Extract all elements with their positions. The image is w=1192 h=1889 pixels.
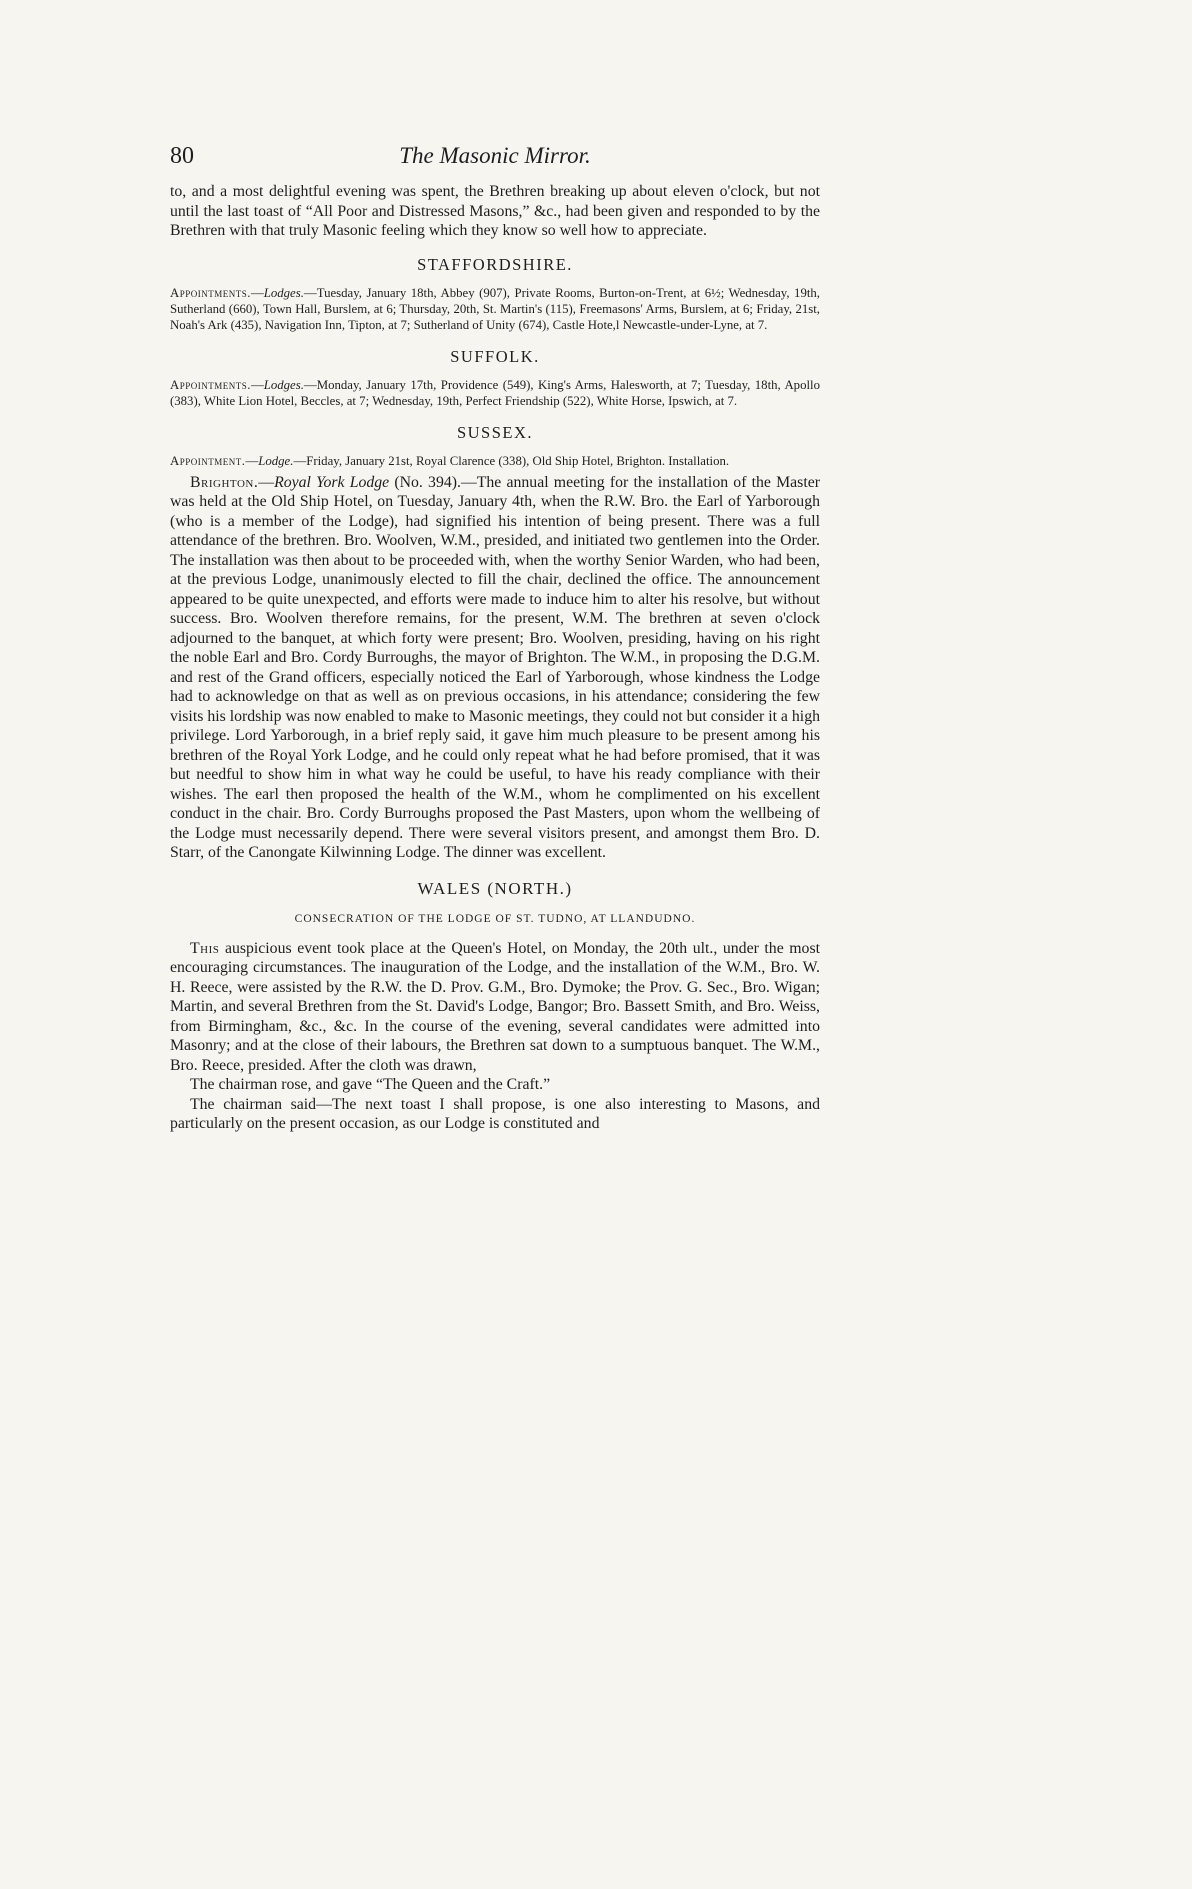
wales-paragraph-2: The chairman rose, and gave “The Queen and the Craft.”: [190, 1076, 551, 1093]
suffolk-heading: SUFFOLK.: [450, 346, 540, 366]
brighton-report: Brighton.—Royal York Lodge (No. 394).—The annual meeting for the installation of the Master was held at the Old Ship Hotel, on Tuesday, January 4th, when the R.W. Bro. the Earl of Yarborough (who is a member of the Lodge), had signified his intention of being present. There was a full attendance of the brethren. Bro. Woolven, W.M., presided, and initiated two gentlemen into the Order. The installation was then about to be proceeded with, when the worthy Senior Warden, who had been, at the previous Lodge, unanimously elected to fill the chair, declined the office. The announcement appeared to be quite unexpected, and efforts were made to induce him to alter his resolve, but without success. Bro. Woolven therefore remains, for the present, W.M. The brethren at seven o'clock adjourned to the banquet, at which forty were present; Bro. Woolven, presiding, having on his right the noble Earl and Bro. Cordy Burroughs, the mayor of Brighton. The W.M., in proposing the D.G.M. and rest of the Grand officers, especially noticed the Earl of Yarborough, whose kindness the Lodge had to acknowledge on that as well as on previous occasions, in his attendance; considering the few visits his lordship was now enabled to make to Masonic meetings, they could not but consider it a high privilege. Lord Yarborough, in a brief reply said, it gave him much pleasure to be present among his brethren of the Royal York Lodge, and he could only repeat what he had before promised, that it was but needful to show him in what way he could be useful, to have his ready compliance with their wishes. The earl then proposed the health of the W.M., whom he complimented on his excellent conduct in the chair. Bro. Cordy Burroughs proposed the Past Masters, upon whom the wellbeing of the Lodge must necessarily depend. There were several visitors present, and amongst them Bro. D. Starr, of the Canongate Kilwinning Lodge. The dinner was excellent.: [170, 473, 820, 861]
appointment-text: —Friday, January 21st, Royal Clarence (338), Old Ship Hotel, Brighton. Installation.: [293, 453, 730, 468]
appointments-text: —Tuesday, January 18th, Abbey (907), Private Rooms, Burton-on-Trent, at 6½; Wednesday, 19th, Sutherland (660), Town Hall, Burslem, at 6; Thursday, 20th, St. Martin's (115), Freemasons' Arms, Burslem, at 6; Friday, 21st, Noah's Ark (435), Navigation Inn, Tipton, at 7; Sutherland of Unity (674), Castle Hote,l Newcastle-under-Lyne, at 7.: [170, 285, 820, 332]
appointments-text: —Monday, January 17th, Providence (549), King's Arms, Halesworth, at 7; Tuesday, 18th, Apollo (383), White Lion Hotel, Beccles, at 7; Wednesday, 19th, Perfect Friendship (522), White Horse, Ipswich, at 7.: [170, 377, 820, 408]
wales-heading: WALES (NORTH.): [417, 878, 573, 898]
sussex-heading: SUSSEX.: [456, 422, 534, 442]
intro-paragraph: to, and a most delightful evening was spent, the Brethren breaking up about eleven o'clock, but not until the last toast of “All Poor and Distressed Masons,” &c., had been given and responded to by the Brethren with that truly Masonic feeling which they know so well how to appreciate.: [170, 183, 820, 239]
wales-text: auspicious event took place at the Queen's Hotel, on Monday, the 20th ult., under the most encouraging circumstances. The inauguration of the Lodge, and the installation of the W.M., Bro. W. H. Reece, were assisted by the R.W. the D. Prov. G.M., Bro. Dymoke; the Prov. G. Sec., Bro. Wigan; Martin, and several Brethren from the St. David's Lodge, Bangor; Bro. Bassett Smith, and Bro. Weiss, from Birmingham, &c., &c. In the course of the evening, several candidates were admitted into Masonry; and at the close of their labours, the Brethren sat down to a sumptuous banquet. The W.M., Bro. Reece, presided. After the cloth was drawn,: [170, 939, 820, 1074]
wales-subheading: CONSECRATION OF THE LODGE OF ST. TUDNO, AT LLANDUDNO.: [294, 912, 696, 925]
report-lodge: Royal York Lodge: [274, 473, 390, 491]
appointment-label: Appointment.: [170, 453, 246, 468]
running-title: The Masonic Mirror.: [399, 143, 591, 168]
suffolk-appointments: Appointments.—Lodges.—Monday, January 17th, Providence (549), King's Arms, Halesworth, at 7; Tuesday, 18th, Apollo (383), White Lion Hotel, Beccles, at 7; Wednesday, 19th, Perfect Friendship (522), White Horse, Ipswich, at 7.: [170, 377, 820, 408]
page-number: 80: [170, 143, 194, 169]
appointments-label: Appointments.: [170, 377, 251, 392]
staffordshire-heading: STAFFORDSHIRE.: [417, 254, 573, 274]
staffordshire-appointments: Appointments.—Lodges.—Tuesday, January 18th, Abbey (907), Private Rooms, Burton-on-Trent, at 6½; Wednesday, 19th, Sutherland (660), Town Hall, Burslem, at 6; Thursday, 20th, St. Martin's (115), Freemasons' Arms, Burslem, at 6; Friday, 21st, Noah's Ark (435), Navigation Inn, Tipton, at 7; Sutherland of Unity (674), Castle Hote,l Newcastle-under-Lyne, at 7.: [170, 285, 820, 332]
article-body: [170, 182, 820, 1134]
report-place: Brighton.: [190, 473, 259, 491]
lodges-label: Lodges.: [263, 285, 304, 300]
appointments-label: Appointments.: [170, 285, 251, 300]
drop-word: This: [190, 939, 220, 957]
lodges-label: Lodges.: [263, 377, 304, 392]
page: [170, 140, 820, 1840]
report-text: (No. 394).—The annual meeting for the installation of the Master was held at the Old Ship Hotel, on Tuesday, January 4th, when the R.W. Bro. the Earl of Yarborough (who is a member of the Lodge), had signified his intention of being present. There was a full attendance of the brethren. Bro. Woolven, W.M., presided, and initiated two gentlemen into the Order. The installation was then about to be proceeded with, when the worthy Senior Warden, who had been, at the previous Lodge, unanimously elected to fill the chair, declined the office. The announcement appeared to be quite unexpected, and efforts were made to induce him to alter his resolve, but without success. Bro. Woolven therefore remains, for the present, W.M. The brethren at seven o'clock adjourned to the banquet, at which forty were present; Bro. Woolven, presiding, having on his right the noble Earl and Bro. Cordy Burroughs, the mayor of Brighton. The W.M., in proposing the D.G.M. and rest of the Grand officers, especially noticed the Earl of Yarborough, whose kindness the Lodge had to acknowledge on that as well as on previous occasions, in his attendance; considering the few visits his lordship was now enabled to make to Masonic meetings, they could not but consider it a high privilege. Lord Yarborough, in a brief reply said, it gave him much pleasure to be present among his brethren of the Royal York Lodge, and he could only repeat what he had before promised, that it was but needful to show him in what way he could be useful, to have his ready compliance with their wishes. The earl then proposed the health of the W.M., whom he complimented on his excellent conduct in the chair. Bro. Cordy Burroughs proposed the Past Masters, upon whom the wellbeing of the Lodge must necessarily depend. There were several visitors present, and amongst them Bro. D. Starr, of the Canongate Kilwinning Lodge. The dinner was excellent.: [170, 473, 820, 861]
wales-paragraph-3: The chairman said—The next toast I shall propose, is one also interesting to Masons, and particularly on the present occasion, as our Lodge is constituted and: [170, 1095, 820, 1132]
wales-paragraph-1: [170, 939, 820, 1076]
lodge-label: Lodge.: [258, 453, 294, 468]
running-head: [170, 140, 820, 182]
sussex-appointment: Appointment.—Lodge.—Friday, January 21st, Royal Clarence (338), Old Ship Hotel, Brighton. Installation.: [170, 453, 730, 468]
